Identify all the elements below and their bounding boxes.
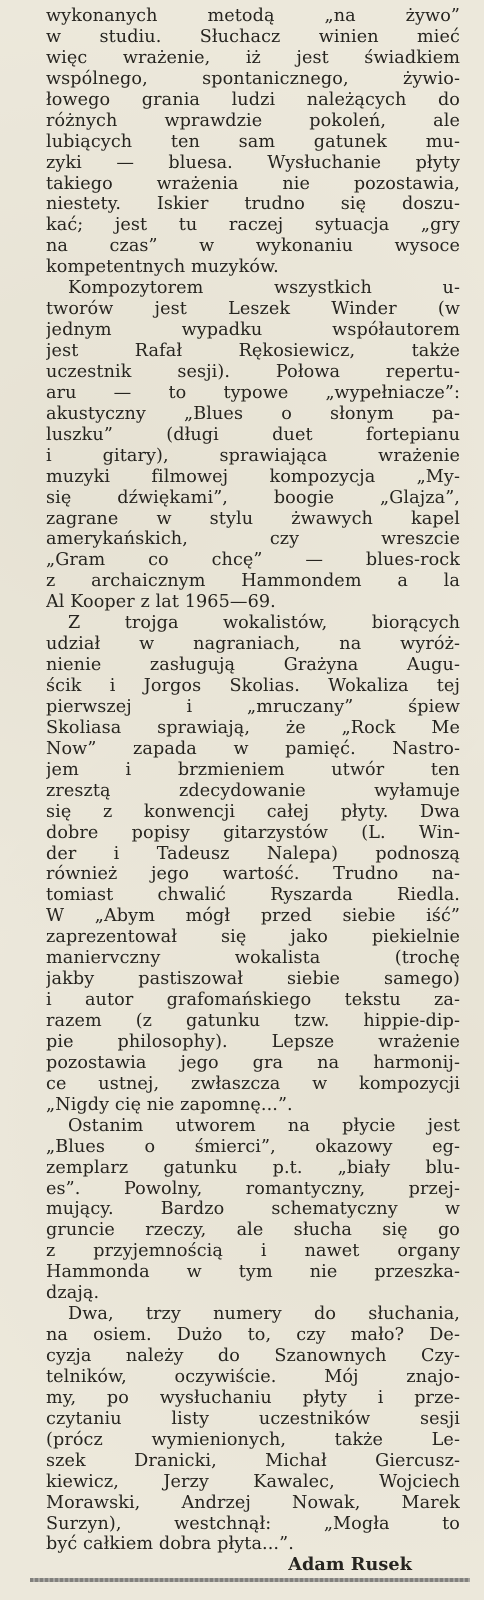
text-line: jednym wypadku współautorem (46, 320, 460, 341)
text-line: pierwszej i „mruczany” śpiew (46, 696, 460, 717)
text-line: różnych wprawdzie pokoleń, ale (46, 110, 460, 131)
text-line: zemplarz gatunku p.t. „biały blu- (46, 1157, 460, 1178)
text-line: maniervczny wokalista (trochę (46, 948, 460, 969)
text-line: wykonanych metodą „na żywo” (46, 6, 460, 26)
text-line: gruncie rzeczy, ale słucha się go (46, 1220, 460, 1241)
text-line: takiego wrażenia nie pozostawia, (46, 173, 460, 194)
text-line: Kompozytorem wszystkich u- (68, 278, 460, 299)
text-line: więc wrażenie, iż jest świadkiem (46, 47, 460, 68)
text-line: jakby pastiszował siebie samego) (46, 969, 460, 990)
paragraph-5 (46, 1304, 460, 1555)
text-line: W „Abym mógł przed siebie iść” (46, 906, 460, 927)
text-line: kiewicz, Jerzy Kawalec, Wojciech (46, 1471, 460, 1492)
text-line: telników, oczywiście. Mój znajo- (46, 1366, 460, 1387)
text-line: dzają. (46, 1283, 100, 1304)
text-line: tomiast chwalić Ryszarda Riedla. (46, 885, 460, 906)
bottom-divider (30, 1578, 470, 1582)
text-line: na osiem. Dużo to, czy mało? De- (46, 1325, 460, 1346)
text-line: Al Kooper z lat 1965—69. (46, 592, 276, 613)
text-line: zyki — bluesa. Wysłuchanie płyty (46, 152, 460, 173)
text-line: udział w nagraniach, na wyróż- (46, 634, 460, 655)
text-line: pie philosophy). Lepsze wrażenie (46, 1031, 460, 1052)
text-line: być całkiem dobra płyta...”. (46, 1534, 294, 1555)
text-line: luszku” (długi duet fortepianu (46, 424, 460, 445)
text-line: i gitary), sprawiająca wrażenie (46, 445, 460, 466)
text-line: jem i brzmieniem utwór ten (46, 759, 460, 780)
text-line: Morawski, Andrzej Nowak, Marek (46, 1492, 460, 1513)
text-line: się z konwencji całej płyty. Dwa (46, 801, 460, 822)
text-line: „Nigdy cię nie zapomnę...”. (46, 1094, 293, 1115)
text-line: dobre popisy gitarzystów (L. Win- (46, 822, 460, 843)
text-line: akustyczny „Blues o słonym pa- (46, 403, 460, 424)
text-line: zagrane w stylu żwawych kapel (46, 508, 460, 529)
text-line: amerykańskich, czy wreszcie (46, 529, 460, 550)
paragraph-3 (46, 613, 460, 1116)
text-line: ścik i Jorgos Skolias. Wokaliza tej (46, 676, 460, 696)
text-line: niestety. Iskier trudno się doszu- (46, 194, 460, 215)
text-line: aru — to typowe „wypełniacze”: (46, 382, 460, 403)
text-line: się dźwiękami”, boogie „Glajza”, (46, 487, 460, 508)
text-line: wspólnego, spontanicznego, żywio- (46, 68, 460, 89)
text-line: kompetentnych muzyków. (46, 257, 279, 278)
text-line: kać; jest tu raczej sytuacja „gry (46, 215, 460, 236)
author-signature: Adam Rusek (288, 1554, 412, 1576)
text-line: Hammonda w tym nie przeszka- (46, 1262, 460, 1283)
text-line: lubiących ten sam gatunek mu- (46, 131, 460, 152)
text-line: Dwa, trzy numery do słuchania, (68, 1304, 460, 1325)
text-line: uczestnik sesji). Połowa repertu- (46, 361, 460, 382)
text-line: muzyki filmowej kompozycja „My- (46, 466, 460, 487)
text-line: der i Tadeusz Nalepa) podnoszą (46, 843, 460, 864)
paragraph-1 (46, 6, 460, 278)
text-line: i autor grafomańskiego tekstu za- (46, 990, 460, 1011)
text-line: Surzyn), westchnął: „Mogła to (46, 1513, 460, 1534)
text-line: pozostawia jego gra na harmonij- (46, 1052, 460, 1073)
text-line: tworów jest Leszek Winder (w (46, 299, 460, 320)
text-line: es”. Powolny, romantyczny, przej- (46, 1178, 460, 1199)
text-line: Ostanim utworem na płycie jest (68, 1115, 460, 1136)
text-line: my, po wysłuchaniu płyty i prze- (46, 1387, 460, 1408)
paragraph-2 (46, 278, 460, 613)
text-line: zresztą zdecydowanie wyłamuje (46, 780, 460, 801)
text-line: z archaicznym Hammondem a la (46, 571, 460, 592)
text-line: Skoliasa sprawiają, że „Rock Me (46, 717, 460, 738)
text-line: łowego grania ludzi należących do (46, 89, 460, 110)
text-line: Now” zapada w pamięć. Nastro- (46, 738, 460, 759)
paragraph-4 (46, 1116, 460, 1304)
text-line: mujący. Bardzo schematyczny w (46, 1199, 460, 1220)
text-line: cyzja należy do Szanownych Czy- (46, 1346, 460, 1366)
text-line: „Blues o śmierci”, okazowy eg- (46, 1136, 460, 1157)
text-line: Z trojga wokalistów, biorących (68, 613, 460, 634)
text-line: zaprezentował się jako piekielnie (46, 927, 460, 948)
text-line: w studiu. Słuchacz winien mieć (46, 26, 460, 47)
text-line: również jego wartość. Trudno na- (46, 864, 460, 885)
article-column (46, 6, 460, 1576)
text-line: ce ustnej, zwłaszcza w kompozycji (46, 1073, 460, 1094)
text-line: razem (z gatunku tzw. hippie-dip- (46, 1011, 460, 1031)
text-line: nienie zasługują Grażyna Augu- (46, 655, 460, 676)
text-line: na czas” w wykonaniu wysoce (46, 236, 460, 257)
text-line: „Gram co chcę” — blues-rock (46, 550, 460, 571)
text-line: (prócz wymienionych, także Le- (46, 1429, 460, 1450)
text-line: jest Rafał Rękosiewicz, także (46, 341, 460, 361)
text-line: szek Dranicki, Michał Giercusz- (46, 1450, 460, 1471)
text-line: z przyjemnością i nawet organy (46, 1241, 460, 1262)
text-line: czytaniu listy uczestników sesji (46, 1408, 460, 1429)
